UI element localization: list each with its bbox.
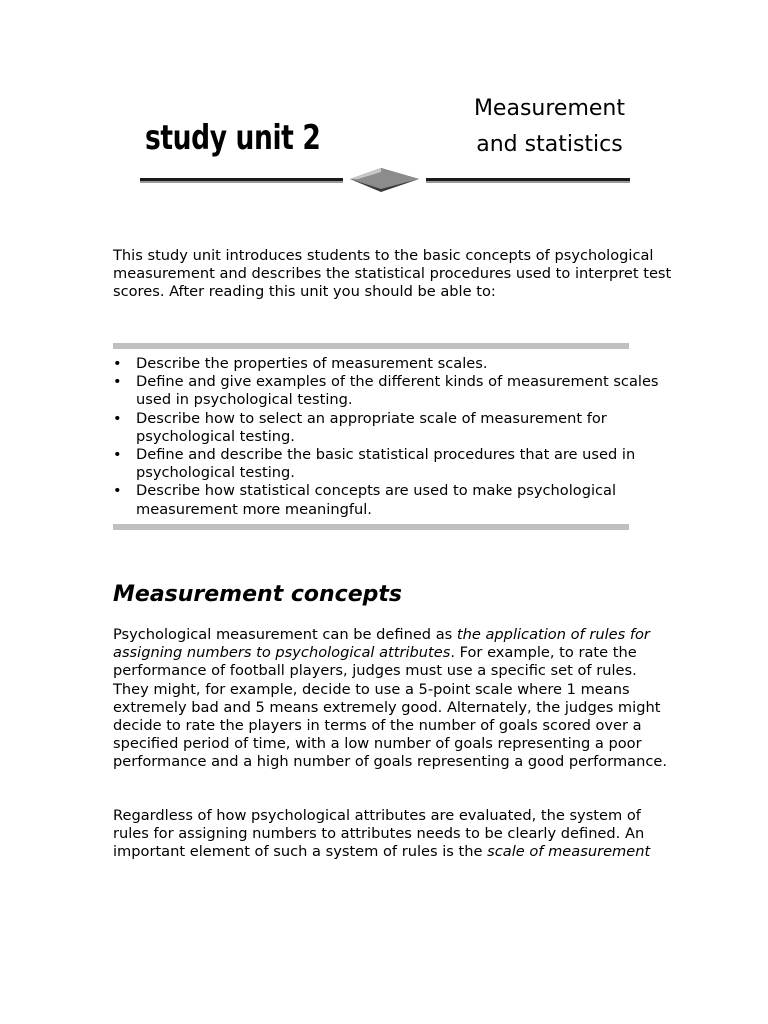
learning-objectives-list — [113, 355, 673, 519]
list-item — [113, 482, 673, 518]
objectives-top-rule — [113, 343, 629, 349]
objective-text: Define and give examples of the different kinds of measurement scales used in psychological testing. — [136, 373, 659, 409]
body-paragraph-2 — [113, 807, 673, 862]
unit-title — [474, 91, 625, 163]
bullet-icon: • — [113, 355, 122, 372]
unit-title-line-1: Measurement — [473, 96, 625, 121]
objectives-bottom-rule — [113, 524, 629, 530]
list-item — [113, 446, 673, 482]
bullet-icon: • — [113, 409, 122, 427]
intro-paragraph: This study unit introduces students to the basic concepts of psychological measurement and describes the statistical procedures used to interpret test scores. After reading this unit you should be able to: — [113, 247, 672, 301]
unit-title-line-2: and statistics — [476, 132, 623, 157]
list-item — [113, 355, 673, 373]
diamond-divider-icon — [140, 165, 630, 195]
paragraph-2-emphasis: scale of measurement — [487, 843, 651, 861]
list-item — [113, 410, 673, 446]
paragraph-2-lead: Regardless of how psychological attributes are evaluated, the system of rules for assigning numbers to attributes needs to be clearly defined. An important element of such a system of rules is the — [113, 807, 645, 861]
objective-text: Describe the properties of measurement scales. — [136, 355, 488, 372]
paragraph-1-lead: Psychological measurement can be defined as — [113, 626, 457, 643]
body-paragraph-1 — [113, 626, 673, 772]
bullet-icon: • — [113, 373, 122, 391]
section-heading: Measurement concepts — [113, 582, 403, 607]
objective-text: Describe how to select an appropriate scale of measurement for psychological testing. — [136, 409, 607, 445]
bullet-icon: • — [113, 482, 122, 500]
objective-text: Describe how statistical concepts are used to make psychological measurement more meaningful. — [136, 482, 617, 518]
list-item — [113, 373, 673, 409]
study-unit-label: study unit 2 — [145, 118, 321, 158]
paragraph-1-rest: . For example, to rate the performance of football players, judges must use a specific set of rules. They might, for example, decide to use a 5-point scale where 1 means extremely bad and 5 means extremely good. Alternately, the judges might decide to rate the players in terms of the number of goals scored over a specified period of time, with a low number of goals representing a poor performance and a high number of goals representing a good performance. — [113, 644, 668, 771]
paragraph-1-emphasis: the application of rules for assigning numbers to psychological attributes — [113, 626, 650, 662]
bullet-icon: • — [113, 446, 122, 464]
objective-text: Define and describe the basic statistical procedures that are used in psychological testing. — [136, 446, 636, 482]
